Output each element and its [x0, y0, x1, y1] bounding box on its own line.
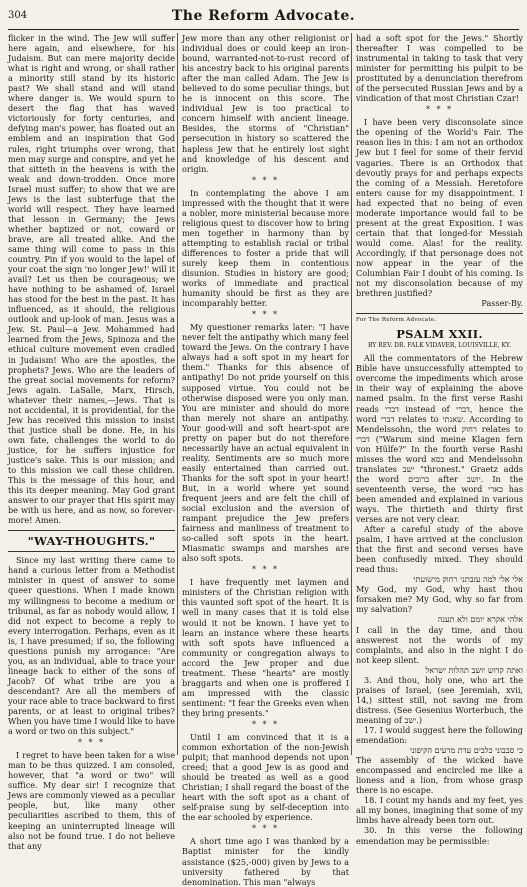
paragraph: All the commentators of the Hebrew Bible have unsuccessfully attempted to overcome the impediments which arose in their way of explaining the above named psalm. In the first verse Rashi reads דברי instead of דברי, hence the word דברי relates to שאגתי. According to Mendelssohn, the word רחוק relates to דברי ("Warum sind meine Klagen fern von Hülfe?" In the fourth verse Rashi misses the word כסא and Mendelssohn translates ישב "thronest." Graetz adds the word כרובים after יושב. In the seventeenth verse, the word כארי has been amended and explained in various ways. The thirtieth and thirty first verses are not very clear. [356, 353, 523, 525]
paragraph: Since my last writing there came to hand a curious letter from a Methodist minister in quest of answer to some queer questions. When I made known my willingness to become a medium or tribunal, as far as nobody would allow, I did not expect to become a reply to every interrogation. Perhaps, even as it is, I have presumed; if so, the following questions punish my arrogance: "Are you, as an individual, able to trace your lineage back to either of the sons of Jacob? Of what tribe are you a descendant? Are all the members of your race able to trace backward to first parents, or at least to original tribes? When you have time I would like to have a word or two on this subject." [8, 555, 175, 737]
page-number: 304 [8, 10, 28, 21]
section-rule [8, 530, 175, 531]
hebrew-verse: ואתה קדוש יושב תהלות ישראל [425, 664, 523, 675]
paragraph: In contemplating the above I am impressed with the thought that it were a nobler, more ministerial because more religious quest to discover how to bring men together in harmony than by attempting to establish racial or tribal differences to foster a pride that will surely keep them in contentious disunion. Studies in history are good; works of immediate and practical humanity should be first as they are incomparably better. [182, 187, 349, 309]
paragraph: I have frequently met laymen and ministers of the Christian religion with this vaunted soft spot of the heart. It is well in many cases that it is told else would it not be known. I have yet to learn an instance where these hearts with soft spots have influenced a community or congregation always to accord the Jew proper and due treatment. These "hearts" are mostly braggarts and when one is proffered I am impressed with the classic sentiment: "I fear the Greeks even when they bring presents." [182, 577, 349, 718]
paragraph: A short time ago I was thanked by a Baptist minister for the kindly assistance ($25,-000) given by Jews to a university fathered by that denomination. This man "always [182, 836, 349, 887]
page-header [8, 8, 519, 26]
paragraph: I regret to have been taken for a wise man to be thus quizzed. I am consoled, however, that "a word or two" will suffice. My dear sir! I recognize that Jews are commonly viewed as a peculiar people, but, like many other peculiarities ascribed to them, this of keeping an uninterrupted lineage will also not be found true. I do not believe that any [8, 750, 175, 851]
paragraph: 17. I would suggest here the following emendation: [356, 725, 523, 746]
psalm-heading: PSALM XXII. [396, 327, 483, 342]
section-separator: * * * [425, 105, 454, 115]
for-line: For The Reform Advocate. [356, 317, 437, 324]
hebrew-verse: אלי אלי למה עזבתני רחוק מישועתי [413, 574, 523, 585]
section-separator: * * * [251, 824, 280, 834]
column-divider [177, 33, 178, 755]
column-1 [8, 33, 175, 851]
paragraph: Jew more than any other religionist or individual does or could keep an iron-bound, warranted-not-to-rust record of his ancestry back to his original parents after the man called Adam. The Jew is believed to do some peculiar things, but he is innocent on this score. The individual Jew is too practical to concern himself with ancient lineage. Besides, the storms of "Christian" persecution in history so scattered the hapless Jew that he entirely lost sight and knowledge of his descent and origin. [182, 33, 349, 174]
paragraph: After a careful study of the above psalm, I have arrived at the conclusion that the first and second verses have been confusedly mixed. They should read thus: [356, 524, 523, 575]
section-separator: * * * [251, 720, 280, 729]
paragraph: My questioner remarks later: "I have never felt the antipathy which many feel toward the Jews. On the contrary I have always had a soft spot in my heart for them." Thanks for this absence of antipathy! Do not pride yourself on this supposed virtue. You could not be otherwise disposed were you only man. You are minister and should do more than merely not share an antipathy. Your good-will and soft heart-spot are pretty on paper but do not therefore necessarily have an actual equivalent in reality. Sentiments are so much more easily entertained than carried out. Thanks for the soft spot in your heart! But, in a world where yet sound frequent jeers and are felt the chill of social exclusion and the aversion of rampant prejudice the Jew prefers fairness and manliness of treatment to so-called soft spots in the heart. Miasmatic swamps and marshes are also soft spots. [182, 322, 349, 564]
verse-translation: My God, my God, why hast thou forsaken me? My God, why so far from my salvation? [356, 584, 523, 615]
running-title: The Reform Advocate. [171, 8, 356, 24]
paragraph: I have been very disconsolate since the opening of the World's Fair. The reason lies in this: I am not an orthodox Jew but I feel for some of their fervid vagaries. There is an Orthodox that devoutly prays for and perhaps expects the coming of a Messiah. Heretofore enters cause for my disappointment. I had expected that no being of even moderate importance would fail to be present at the great Exposition. I was certain that that longed-for Messiah would come. Alas! for the reality. Accordingly, if that personage does not now appear in the year of the Columbian Fair I doubt of his coming. Is not my disconsolation because of my brethren justified? [356, 117, 523, 299]
paragraph: 18. I count my hands and my feet, yes all my bones, imagining that some of my limbs have already been torn out. [356, 795, 523, 826]
section-separator: * * * [251, 565, 280, 575]
section-separator: * * * [77, 738, 106, 748]
section-separator: * * * [251, 175, 280, 185]
section-rule [8, 551, 175, 552]
column-divider [351, 33, 352, 755]
paragraph: 30. In this verse the following emendation may be permissible: [356, 825, 523, 846]
byline: BY REV. DR. FALK VIDAVER, LOUISVILLE, KY. [368, 342, 511, 350]
section-heading: "WAY-THOUGHTS." [27, 534, 156, 549]
paragraph: 3. And thou, holy one, who art the praises of Israel, (see Jeremiah, xvii, 14,) sittest still, not saving me from distress. (See Gesenius Worterbuch, the meaning of ישב.) [356, 674, 523, 725]
paragraph: flicker in the wind. The Jew will suffer here again, and elsewhere, for his Judaism. But can mere majority decide what is right and wrong, or shall rather a minority still stand by its historic past? We shall stand and will stand where danger is. We would spurn to desert the flag that has waved victoriously for forty centuries, and defying man's power, has floated out an emblem and an inspiration that God rules, right triumphs over wrong, that men may surge and conspire, and yet he that sitteth in the heavens is with the weak and down-trodden. Once more Israel must suffer; to show that we are Jews is the last subterfuge that the world will respect. They have learned that lesson in Germany; the Jews whether baptized or not, coward or brave, are all treated alike. And the same thing will come to pass in this country. Pin if you would to the lapel of your coat the sign 'no longer Jew!' will it avail? Let us then be courageous; we have nothing to be ashamed of. Israel has stood for the best in the past. It has influenced, as it should, the religious outlook and up-look of man. Jesus was a Jew. St. Paul—a Jew. Mohammed had learned from the Jews, Spinoza and the ethical culture movement even cradled in Judaism! Who are the apostles, the prophets? Jews. Who are the leaders of the great social movements for reform? Jews again. LaSalle, Marx, Hirsch, whatever their names,—Jews. That is not accidental, it is providential, for the Jew has received this mission to insist that justice shall be done. He, in his own fate, challenges the world to do justice, for he suffers injustice for justice's sake. This is our mission; and to this mission we call these children. This is the message of this hour, and this its deeper meaning. May God grant answer to our prayer that His spirit may be with us here, and as now, so forever-more! Amen. [8, 33, 175, 526]
paragraph: Until I am convinced that it is a common exhortation of the non-Jewish pulpit; that manhood depends not upon creed; that a good Jew is as good and should be treated as well as a good Christian; I shall regard the boast of the heart with the soft spot as a chant of self-praise sung by self-deception into the ear schooled by experience. [182, 732, 349, 823]
hebrew-verse: אלהי אקרא יומם ולא תענה [437, 614, 523, 625]
column-2 [182, 33, 349, 887]
section-rule [356, 313, 523, 314]
signature: Passer-By. [481, 298, 523, 309]
header-rule [8, 29, 519, 30]
verse-translation: The assembly of the wicked have encompassed and encircled me like a lioness and a lion, from whose grasp there is no escape. [356, 755, 523, 796]
paragraph: had a soft spot for the Jews." Shortly thereafter I was compelled to be instrumental in taking to task that very minister for permitting his pulpit to be prostituted by a denunciation therefrom of the persecuted Russian Jews and by a vindication of that most Christian Czar! [356, 33, 523, 104]
verse-translation: I call in the day time, and thou answerest not the words of my complaints, and also in the night I do not keep silent. [356, 624, 523, 665]
column-3 [356, 33, 523, 846]
section-separator: * * * [251, 310, 280, 320]
hebrew-verse: כי סבבוני כלבים עדת מרעים הקיפוני [409, 745, 523, 756]
